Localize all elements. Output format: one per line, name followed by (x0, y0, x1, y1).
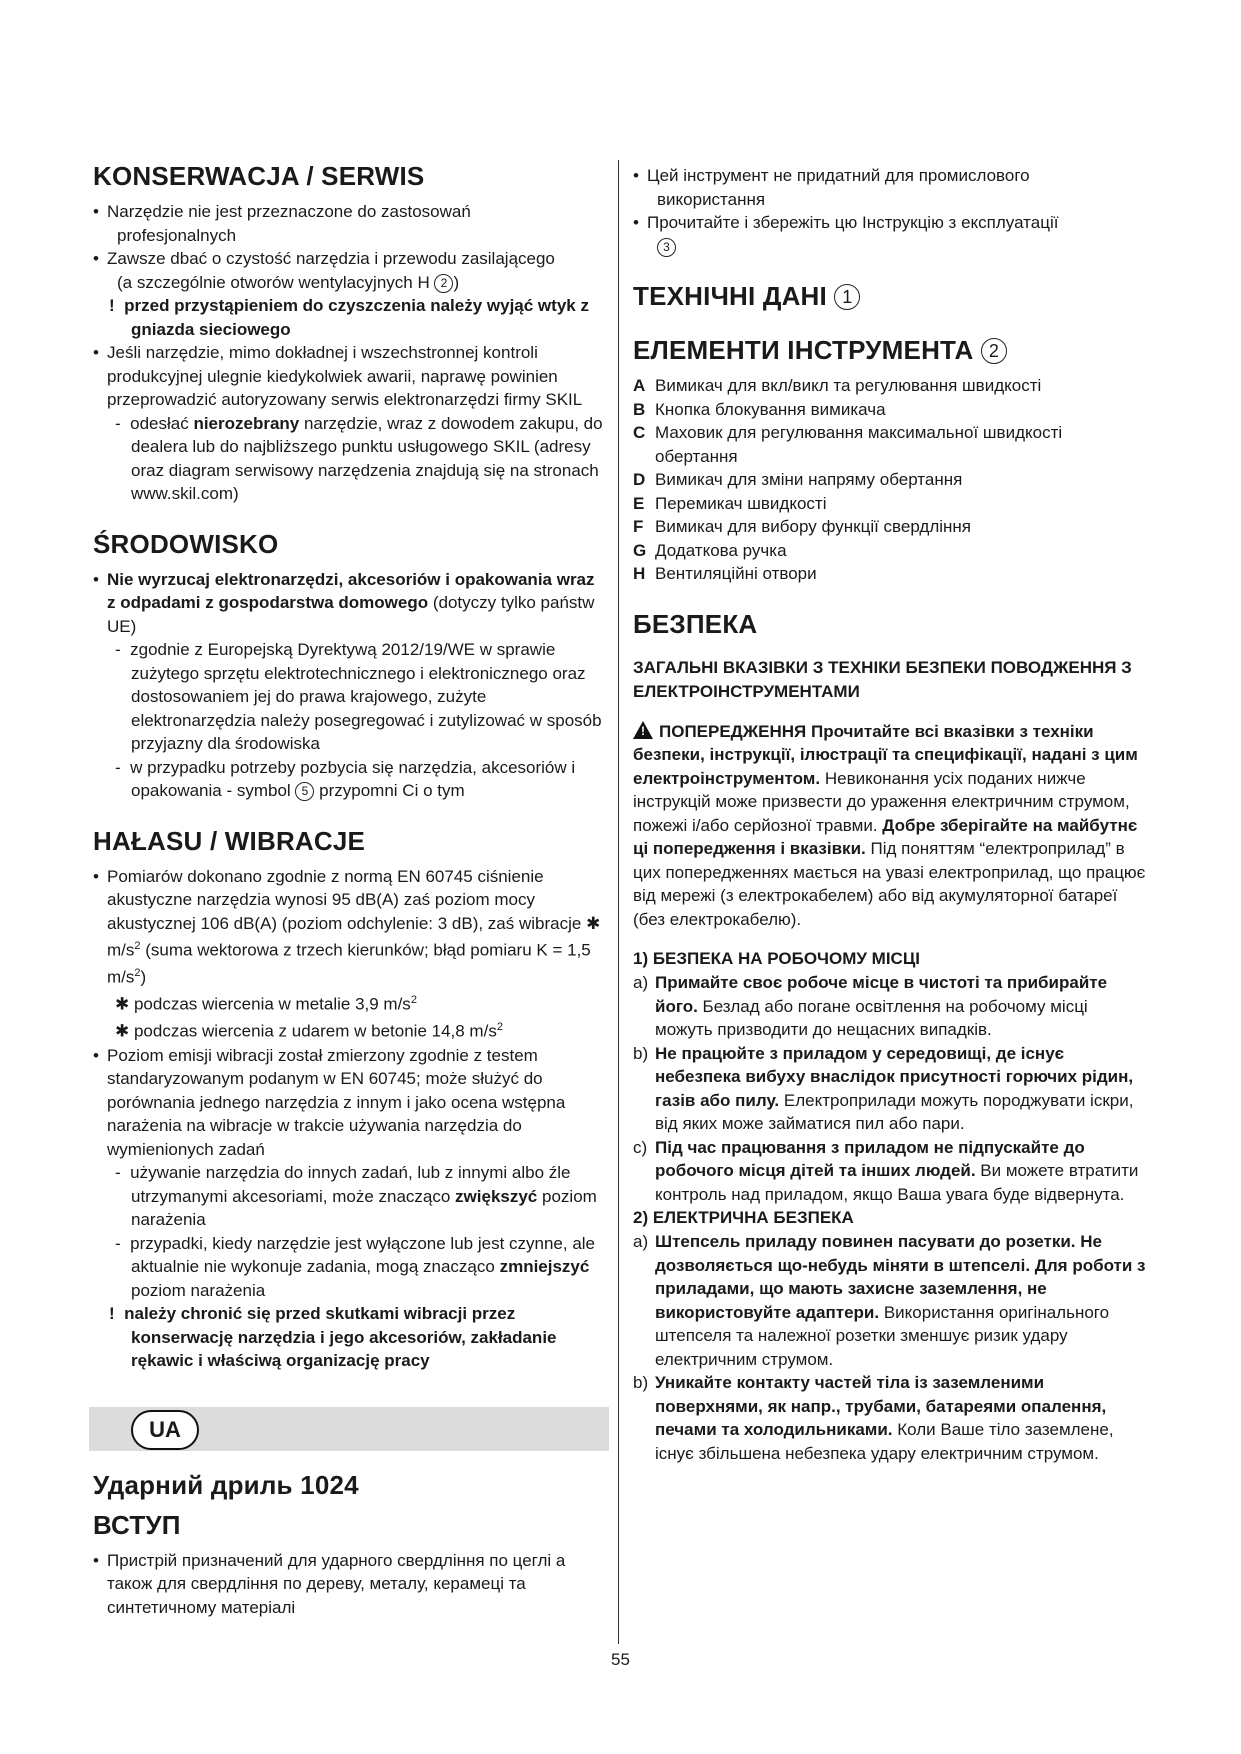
general-safety-title: ЗАГАЛЬНІ ВКАЗІВКИ З ТЕХНІКИ БЕЗПЕКИ ПОВОДЖЕННЯ З ЕЛЕКТРОІНСТРУМЕНТАМИ (633, 657, 1132, 701)
konserwacja-bullet-2: • Zawsze dbać o czystość narzędzia i przewodu zasilającego (a szczególnie otworów wentylacyjnych H 2 ) (93, 247, 605, 294)
element-item: F Вимикач для вибору функції свердління (633, 517, 972, 536)
element-item: D Вимикач для зміни напряму обертання (633, 470, 963, 489)
element-item: C Маховик для регулювання максимальної швидкості обертання (633, 423, 1063, 466)
srodowisko-dash-2: - w przypadku potrzeby pozbycia się narzędzia, akcesoriów i opakowania - symbol 5 przypomni Ci o tym (115, 757, 576, 800)
element-item: A Вимикач для вкл/викл та регулювання швидкості (633, 376, 1042, 395)
section-2-list (633, 1230, 1149, 1465)
figure-ref: 5 (295, 782, 314, 801)
elements-list (633, 374, 1149, 586)
heading-srodowisko: ŚRODOWISKO (93, 528, 279, 559)
safety-item: a) Примайте своє робоче місце в чистоті та прибирайте його. Безлад або погане освітлення на робочому місці можуть призводити до нещасних випадків. (633, 973, 1108, 1039)
right-column (633, 164, 1149, 1465)
konserwacja-bullet-3: • Jeśli narzędzie, mimo dokładnej i wszechstronnej kontroli produkcyjnej ulegnie kiedykolwiek awarii, naprawę powinien przeprowadzić autoryzowany serwis elektronarzędzi firmy SKIL (93, 341, 605, 412)
left-column (93, 160, 605, 1619)
section-1-list (633, 971, 1149, 1206)
heading-vstup: ВСТУП (93, 1509, 181, 1540)
halas-star-2: ✱ podczas wiercenia z udarem w betonie 14,8 $m/s^2$ (115, 1021, 503, 1042)
section-2-title: 2) ЕЛЕКТРИЧНА БЕЗПЕКА (633, 1208, 854, 1227)
konserwacja-bullet-1: • Narzędzie nie jest przeznaczone do zastosowań profesjonalnych (93, 200, 605, 247)
halas-dash-2: - przypadki, kiedy narzędzie jest wyłączone lub jest czynne, ale aktualnie nie wykonuje zadania, mogą znacząco zmniejszyć poziom narażenia (115, 1233, 596, 1300)
figure-ref: 2 (981, 338, 1007, 364)
page-number: 55 (611, 1650, 630, 1669)
section-1-title: 1) БЕЗПЕКА НА РОБОЧОМУ МІСЦІ (633, 949, 920, 968)
safety-item: b) Не працюйте з приладом у середовищі, де існує небезпека вибуху внаслідок присутності горючих рідин, газів або пилу. Електроприлади можуть породжувати іскри, від яких може займатися пил або пари. (633, 1043, 1134, 1133)
element-item: B Кнопка блокування вимикача (633, 399, 886, 419)
warning-paragraph: !ПОПЕРЕДЖЕННЯ Прочитайте всі вказівки з техніки безпеки, інструкції, ілюстрації та специфікації, надані з цим електроінструментом. Невиконання усіх поданих нижче інструкцій може призвести до ураження електричним струмом, пожежі і/або серйозної травми. Добре зберігайте на майбутнє ці попередження і вказівки. Під поняттям “електроприлад” в цих попередженнях мається на увазі електроприлад, що працює від мережі (з електрокабелем) або від акумуляторної батареї (без електрокабелю). (633, 720, 1149, 932)
vstup-bullet-1: • Пристрій призначений для ударного свердління по цеглі а також для свердління по дереву, металу, керамеці та синтетичному матеріалі (93, 1549, 605, 1620)
heading-tech: ТЕХНІЧНІ ДАНІ 1 (633, 280, 1149, 312)
safety-item: a) Штепсель приладу повинен пасувати до розетки. Не дозволяється що-небудь міняти в штепселі. Для роботи з приладами, що мають захисне заземлення, не використовуйте адаптери. Використання оригінального штепселя та належної розетки зменшує ризик удару електричним струмом. (633, 1232, 1146, 1369)
safety-item: c) Під час працювання з приладом не підпускайте до робочого місця дітей та інших людей. Ви можете втратити контроль над приладом, якщо Ваша увага буде відвернута. (633, 1137, 1139, 1204)
language-badge: UA (131, 1410, 199, 1450)
srodowisko-dash-1: - zgodnie z Europejską Dyrektywą 2012/19/WE w sprawie zużytego sprzętu elektrotechnicznego i elektronicznego oraz dostosowaniem jej do prawa krajowego, zużyte elektronarzędzia należy posegregować i zutylizować w sposób przyjazny dla środowiska (115, 640, 602, 753)
heading-elements: ЕЛЕМЕНТИ ІНСТРУМЕНТА 2 (633, 334, 1149, 366)
figure-ref: 3 (657, 238, 676, 257)
language-bar (89, 1407, 609, 1451)
halas-bullet-2: • Poziom emisji wibracji został zmierzony zgodnie z testem standaryzowanym podanym w EN 60745; może służyć do porównania jednego narzędzia z innym i jako ocena wstępna narażenia na wibracje w trakcie używania narzędzia do wymienionych zadań (93, 1044, 605, 1162)
konserwacja-warning: ! przed przystąpieniem do czyszczenia należy wyjąć wtyk z gniazda sieciowego (109, 296, 589, 339)
right-bullet-2: • Прочитайте і збережіть цю Інструкцію з експлуатації 3 (633, 211, 1149, 258)
element-item: G Додаткова ручка (633, 540, 787, 560)
element-item: H Вентиляційні отвори (633, 564, 817, 583)
product-title: Ударний дриль 1024 (93, 1469, 359, 1500)
figure-ref: 1 (834, 284, 860, 310)
heading-konserwacja: KONSERWACJA / SERWIS (93, 161, 425, 191)
konserwacja-dash-1: - odesłać nierozebrany narzędzie, wraz z dowodem zakupu, do dealera lub do najbliższego punktu usługowego SKIL (adresy oraz diagram serwisowy narzędzenia znajdują się na stronach www.skil.com) (115, 413, 603, 503)
figure-ref: 2 (434, 274, 453, 293)
right-bullet-1: • Цей інструмент не придатний для промислового використання (633, 164, 1149, 211)
safety-item: b) Уникайте контакту частей тіла із заземленими поверхнями, як напр., трубами, батареями опалення, печами та холодильниками. Коли Ваше тіло заземлене, існує збільшена небезпека удару електричним струмом. (633, 1373, 1114, 1463)
warning-icon (633, 721, 653, 739)
halas-dash-1: - używanie narzędzia do innych zadań, lub z innymi albo źle utrzymanymi akcesoriami, może znacząco zwiększyć poziom narażenia (115, 1163, 597, 1230)
halas-bullet-1: • Pomiarów dokonano zgodnie z normą EN 60745 ciśnienie akustyczne narzędzia wynosi 95 dB(A) zaś poziom mocy akustycznej 106 dB(A) (poziom odchylenie: 3 dB), zaś wibracje ✱ $m/s^2$ (suma wektorowa z trzech kierunków; błąd pomiaru K = 1,5 $m/s^2$) (93, 865, 605, 990)
element-item: E Перемикач швидкості (633, 493, 827, 513)
heading-halas: HAŁASU / WIBRACJE (93, 825, 366, 856)
column-divider (618, 160, 619, 1644)
halas-warning: ! należy chronić się przed skutkami wibracji przez konserwację narzędzia i jego akcesoriów, zakładanie rękawic i właściwą organizację pracy (109, 1304, 557, 1371)
halas-star-1: ✱ podczas wiercenia w metalie 3,9 $m/s^2$ (115, 994, 417, 1014)
srodowisko-bullet-1: • Nie wyrzucaj elektronarzędzi, akcesoriów i opakowania wraz z odpadami z gospodarstwa domowego (dotyczy tylko państw UE) (93, 568, 605, 639)
heading-bezpeka: БЕЗПЕКА (633, 608, 758, 639)
